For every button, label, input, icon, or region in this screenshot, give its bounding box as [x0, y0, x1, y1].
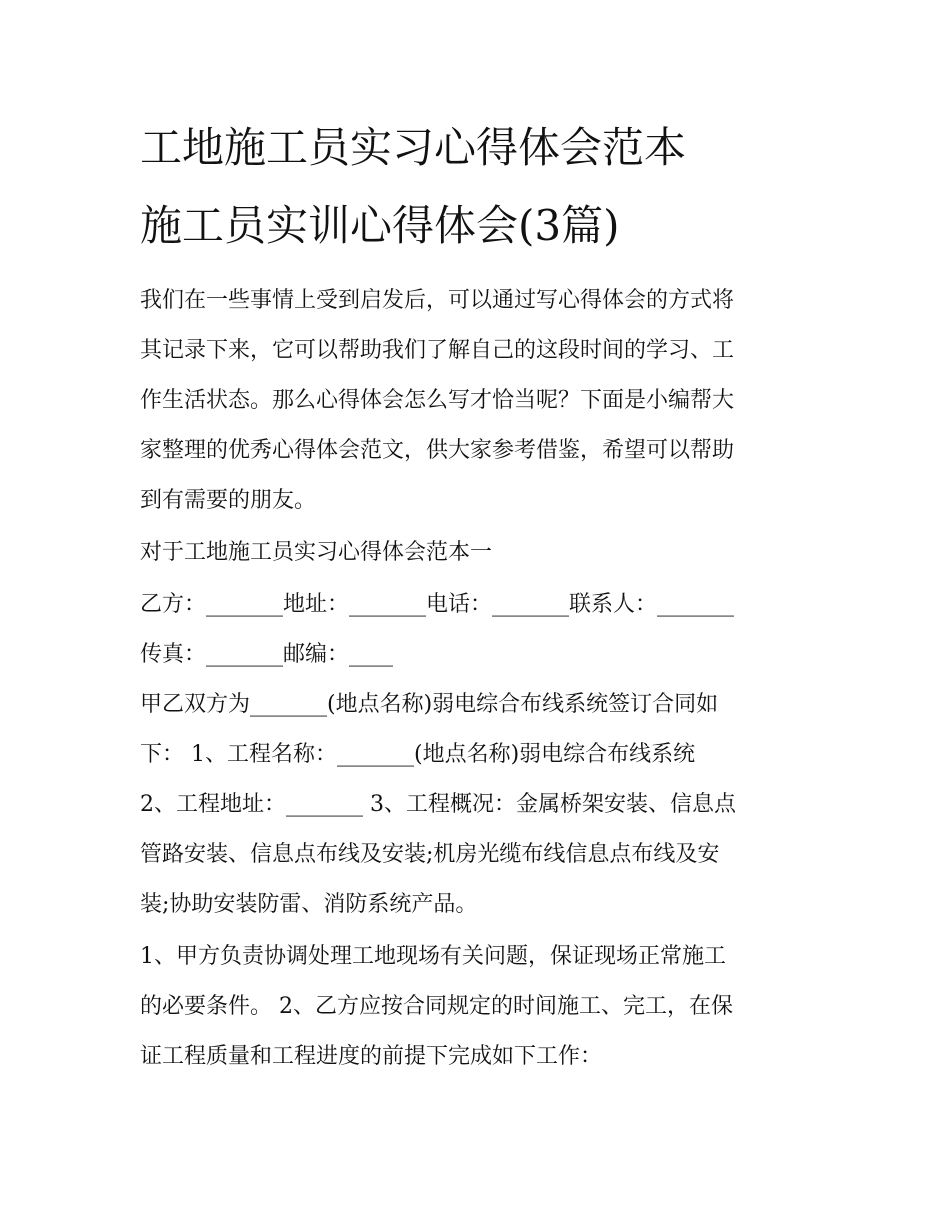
body-text-line-1: 我们在一些事情上受到启发后，可以通过写心得体会的方式将	[140, 288, 735, 313]
contract-scope-line-2: 装;协助安装防雷、消防系统产品。	[140, 892, 478, 917]
body-text-line-2: 其记录下来，它可以帮助我们了解自己的这段时间的学习、工	[140, 338, 735, 363]
contract-fax-line: 传真：_______邮编：____	[140, 642, 394, 667]
contract-terms-line-2: 的必要条件。 2、乙方应按合同规定的时间施工、完工，在保	[140, 994, 733, 1019]
body-text-line-5: 到有需要的朋友。	[140, 488, 317, 513]
contract-party-b-line: 乙方：_______地址：_______电话：_______联系人：_______	[140, 592, 735, 617]
contract-intro-line-2: 下： 1、工程名称：_______(地点名称)弱电综合布线系统	[140, 742, 696, 767]
contract-address-line: 2、工程地址：_______ 3、工程概况：金属桥架安装、信息点	[140, 792, 736, 817]
document-title-line-1: 工地施工员实习心得体会范本	[140, 123, 687, 172]
contract-scope-line-1: 管路安装、信息点布线及安装;机房光缆布线信息点布线及安	[140, 842, 720, 867]
document-title-line-2: 施工员实训心得体会(3篇)	[140, 201, 620, 250]
section-heading: 对于工地施工员实习心得体会范本一	[140, 540, 493, 565]
contract-intro-line-1: 甲乙双方为_______(地点名称)弱电综合布线系统签订合同如	[140, 692, 719, 717]
body-text-line-3: 作生活状态。那么心得体会怎么写才恰当呢？下面是小编帮大	[140, 388, 735, 413]
contract-terms-line-1: 1、甲方负责协调处理工地现场有关问题，保证现场正常施工	[140, 944, 726, 969]
contract-terms-line-3: 证工程质量和工程进度的前提下完成如下工作：	[140, 1044, 603, 1069]
body-text-line-4: 家整理的优秀心得体会范文，供大家参考借鉴，希望可以帮助	[140, 438, 735, 463]
